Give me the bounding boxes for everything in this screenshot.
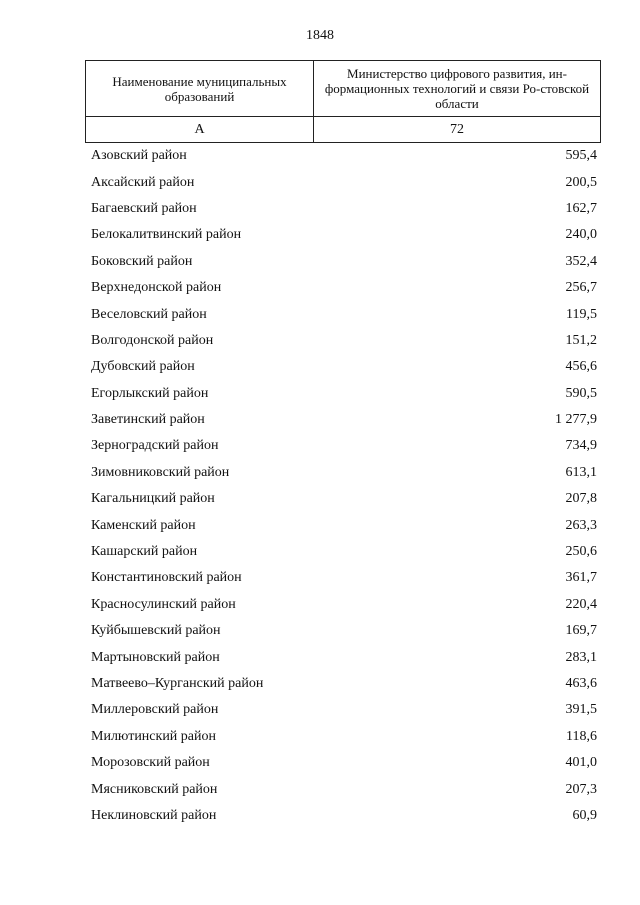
municipality-name: Дубовский район (91, 359, 195, 375)
municipality-value: 118,6 (566, 728, 597, 744)
municipality-value: 207,3 (565, 781, 597, 797)
municipality-value: 734,9 (565, 438, 597, 454)
table-row (85, 618, 597, 644)
table-row (85, 196, 597, 222)
municipality-value: 169,7 (565, 623, 597, 639)
table-row (85, 644, 597, 670)
table-row (85, 592, 597, 618)
table-row (85, 354, 597, 380)
municipality-value: 401,0 (565, 755, 597, 771)
municipality-value: 463,6 (565, 676, 597, 691)
municipality-name: Кашарский район (91, 544, 198, 560)
municipality-name: Мартыновский район (91, 649, 220, 665)
table-row (85, 486, 597, 512)
table-row (85, 803, 597, 829)
table-row (85, 433, 597, 459)
municipality-name: Волгодонской район (91, 332, 214, 348)
municipality-value: 207,8 (565, 491, 597, 507)
municipality-name: Мясниковский район (91, 781, 218, 797)
table-row (85, 381, 597, 407)
municipality-name: Аксайский район (91, 174, 195, 190)
municipality-name: Зимовниковский район (91, 464, 230, 480)
municipality-value: 283,1 (565, 649, 597, 665)
municipality-name: Азовский район (91, 148, 187, 164)
municipality-value: 119,5 (566, 306, 597, 322)
header-names-row (86, 61, 601, 117)
municipality-name: Матвеево–Курганский район (91, 676, 264, 691)
header-municipality-name: Наименование муниципальных образований (86, 61, 314, 117)
municipality-name: Егорлыкский район (91, 385, 209, 401)
municipality-name: Багаевский район (91, 200, 197, 216)
header-code-a: А (86, 117, 314, 143)
municipality-name: Зерноградский район (91, 438, 219, 454)
municipality-value: 250,6 (565, 544, 597, 560)
table-row (85, 697, 597, 723)
table-row (85, 565, 597, 591)
municipality-value: 391,5 (565, 702, 597, 718)
municipality-value: 613,1 (565, 464, 597, 480)
table-row (85, 407, 597, 433)
table-row (85, 249, 597, 275)
municipality-value: 1 277,9 (555, 412, 597, 428)
table-row (85, 301, 597, 327)
municipality-name: Боковский район (91, 253, 193, 269)
municipality-value: 60,9 (572, 807, 597, 823)
data-rows (85, 143, 597, 829)
table-row (85, 750, 597, 776)
table-row (85, 539, 597, 565)
municipality-value: 151,2 (565, 332, 597, 348)
table-row (85, 222, 597, 248)
table-header (85, 60, 601, 143)
municipality-name: Милютинский район (91, 728, 217, 744)
municipality-value: 162,7 (565, 200, 597, 216)
municipality-name: Каменский район (91, 517, 196, 533)
municipality-name: Веселовский район (91, 306, 207, 322)
municipality-name: Кагальницкий район (91, 491, 215, 507)
municipality-value: 220,4 (565, 596, 597, 612)
municipality-value: 263,3 (565, 517, 597, 533)
table-row (85, 460, 597, 486)
municipality-name: Неклиновский район (91, 807, 217, 823)
table-row (85, 275, 597, 301)
municipality-name: Белокалитвинский район (91, 227, 242, 243)
municipality-name: Миллеровский район (91, 702, 219, 718)
table-row (85, 143, 597, 169)
table-row (85, 671, 597, 697)
table-row (85, 169, 597, 195)
municipality-value: 456,6 (565, 359, 597, 375)
table-row (85, 724, 597, 750)
municipality-value: 256,7 (565, 280, 597, 296)
municipality-name: Красносулинский район (91, 596, 236, 612)
municipality-value: 200,5 (565, 174, 597, 190)
municipality-value: 240,0 (565, 227, 597, 243)
municipality-name: Куйбышевский район (91, 623, 221, 639)
header-codes-row (86, 117, 601, 143)
table-row (85, 776, 597, 802)
municipality-name: Константиновский район (91, 570, 242, 586)
municipality-value: 361,7 (565, 570, 597, 586)
municipality-value: 595,4 (565, 148, 597, 164)
page-number: 1848 (306, 28, 334, 43)
table-row (85, 512, 597, 538)
municipality-value: 352,4 (565, 253, 597, 269)
municipality-value: 590,5 (565, 385, 597, 401)
header-ministry-name: Министерство цифрового развития, ин-формационных технологий и связи Ро-стовской области (314, 61, 601, 117)
table-row (85, 328, 597, 354)
municipality-name: Верхнедонской район (91, 280, 222, 296)
municipality-name: Заветинский район (91, 412, 205, 428)
header-code-72: 72 (314, 117, 601, 143)
municipality-name: Морозовский район (91, 755, 210, 771)
